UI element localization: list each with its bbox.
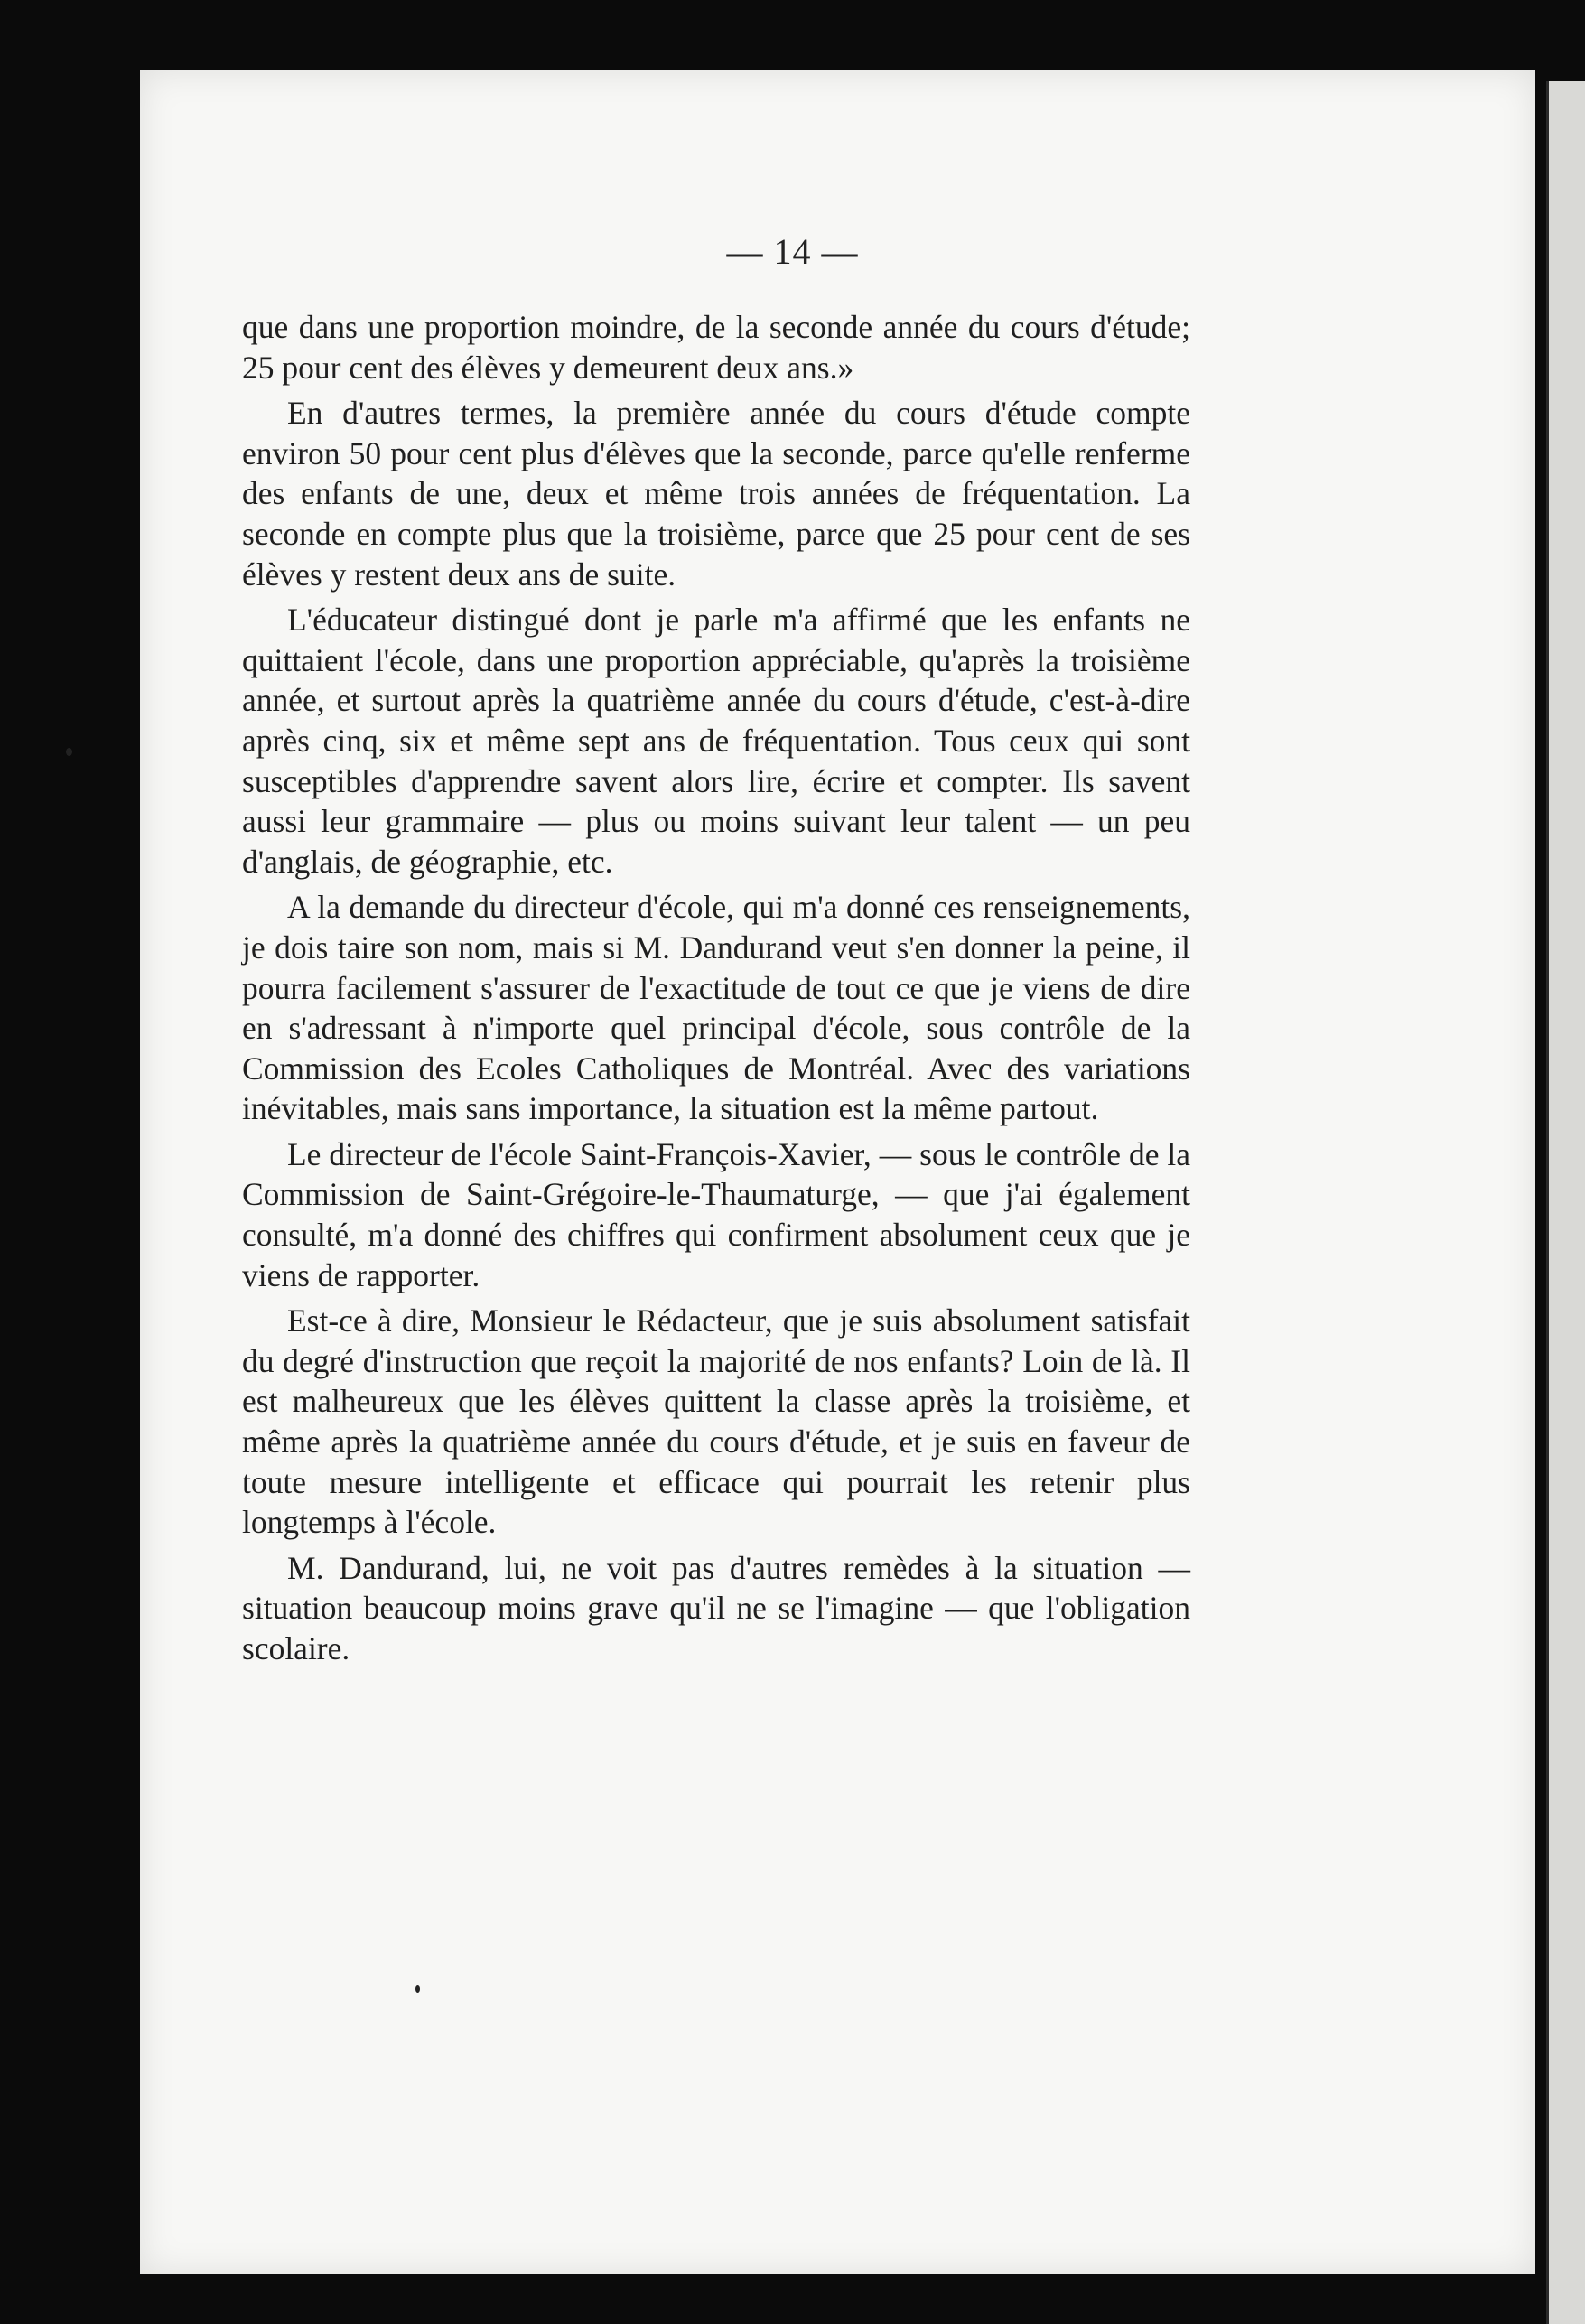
paragraph: M. Dandurand, lui, ne voit pas d'autres remèdes à la situation — situation beaucoup moins grave qu'il ne se l'imagine — que l'obligation scolaire. — [242, 1549, 1190, 1666]
paragraph: que dans une proportion moindre, de la seconde année du cours d'étude; 25 pour cent des élèves y demeurent deux ans.» — [242, 309, 1190, 386]
body-text — [242, 307, 1190, 1675]
adjacent-page-edge — [1546, 81, 1585, 2324]
page-number: — 14 — — [726, 231, 859, 272]
paragraph: Est-ce à dire, Monsieur le Rédacteur, que je suis absolument satisfait du degré d'instruction que reçoit la majorité de nos enfants? Loin de là. Il est malheureux que les élèves quittent la classe après la troisième, et même après la quatrième année du cours d'étude, et je suis en faveur de toute mesure intelligente et efficace qui pourrait les retenir plus longtemps à l'école. — [242, 1302, 1190, 1541]
paragraph: A la demande du directeur d'école, qui m'a donné ces renseignements, je dois taire son nom, mais si M. Dandurand veut s'en donner la peine, il pourra facilement s'assurer de l'exactitude de tout ce que je viens de dire en s'adressant à n'importe quel principal d'école, sous contrôle de la Commission des Ecoles Catholiques de Montréal. Avec des variations inévitables, mais sans importance, la situation est la même partout. — [242, 889, 1190, 1127]
paragraph: En d'autres termes, la première année du cours d'étude compte environ 50 pour cent plus d'élèves que la seconde, parce qu'elle renferme des enfants de une, deux et même trois années de fréquentation. La seconde en compte plus que la troisième, parce que 25 pour cent de ses élèves y restent deux ans de suite. — [242, 395, 1190, 593]
paragraph: Le directeur de l'école Saint-François-Xavier, — sous le contrôle de la Commission de Saint-Grégoire-le-Thaumaturge, — que j'ai également consulté, m'a donné des chiffres qui confirment absolument ceux que je viens de rapporter. — [242, 1135, 1190, 1293]
scan-speck — [415, 1985, 420, 1993]
paragraph: L'éducateur distingué dont je parle m'a affirmé que les enfants ne quittaient l'école, dans une proportion appréciable, qu'après la troisième année, et surtout après la quatrième année du cours d'étude, c'est-à-dire après cinq, six et même sept ans de fréquentation. Tous ceux qui sont susceptibles d'apprendre savent alors lire, écrire et compter. Ils savent aussi leur grammaire — plus ou moins suivant leur talent — un peu d'anglais, de géographie, etc. — [242, 602, 1190, 880]
scan-speck — [66, 748, 72, 756]
